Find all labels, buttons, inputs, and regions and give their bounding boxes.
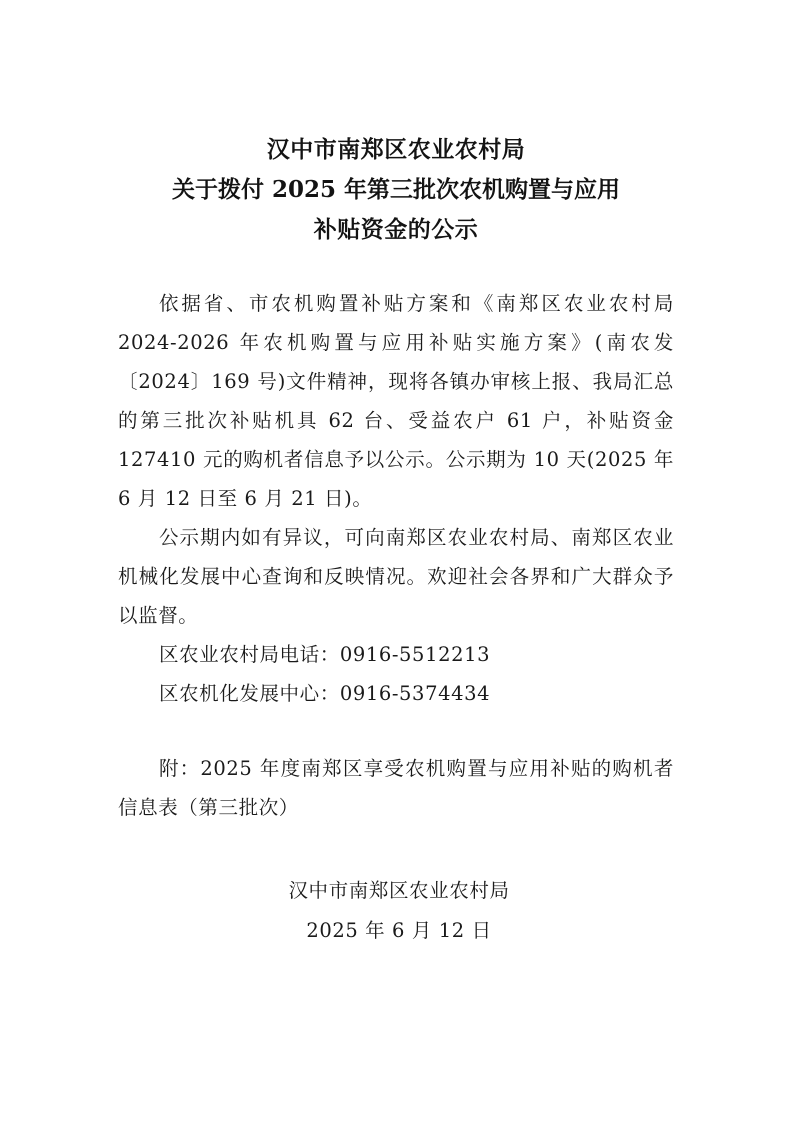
paragraph-2: 公示期内如有异议，可向南郑区农业农村局、南郑区农业机械化发展中心查询和反映情况。欢迎社会各界和广大群众予以监督。 [118, 526, 674, 627]
contact-bureau-phone: 区农业农村局电话：0916-5512213 [158, 643, 491, 666]
contact-center-phone: 区农机化发展中心：0916-5374434 [158, 682, 491, 705]
document-body [118, 130, 674, 951]
title-line-2: 关于拨付 2025 年第三批次农机购置与应用 [171, 176, 621, 203]
signature-block [118, 871, 674, 951]
paragraph-1: 依据省、市农机购置补贴方案和《南郑区农业农村局2024-2026 年农机购置与应用补贴实施方案》(南农发〔2024〕169 号)文件精神，现将各镇办审核上报、我局汇总的第三批次补贴机具 62 台、受益农户 61 户，补贴资金 127410 元的购机者信息予以公示。公示期为 10 天(2025 年 6 月 12 日至 6 月 21 日)。 [118, 292, 674, 510]
title-line-1: 汉中市南郑区农业农村局 [266, 136, 526, 163]
attachment-note: 附：2025 年度南郑区享受农机购置与应用补贴的购机者信息表（第三批次） [118, 757, 674, 819]
document-title [118, 130, 674, 250]
signature-date: 2025 年 6 月 12 日 [306, 919, 492, 942]
signature-organization: 汉中市南郑区农业农村局 [288, 879, 510, 902]
title-line-3: 补贴资金的公示 [313, 216, 479, 243]
